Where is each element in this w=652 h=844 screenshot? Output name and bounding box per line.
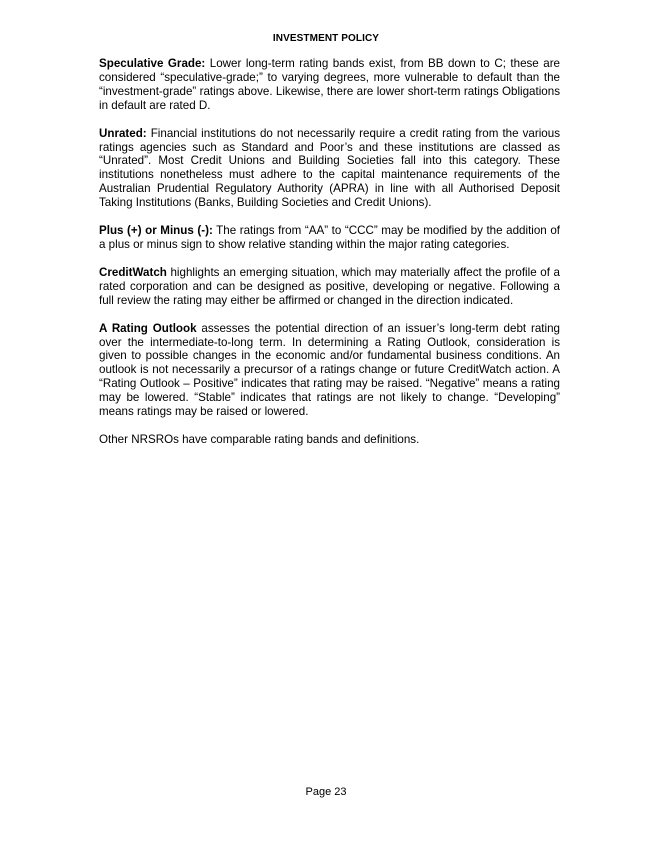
paragraph-plus-minus xyxy=(99,224,560,252)
paragraph-rating-outlook xyxy=(99,322,560,419)
page-header: INVESTMENT POLICY xyxy=(272,33,380,44)
definition-rating-outlook: assesses the potential direction of an issuer’s long-term debt rating over the intermediate-to-long term. In determining a Rating Outlook, consideration is given to possible changes in the economic and/or fundamental business conditions. An outlook is not necessarily a precursor of a ratings change or future CreditWatch action. A “Rating Outlook – Positive” indicates that rating may be raised. “Negative” means a rating may be lowered. “Stable” indicates that ratings are not likely to change. “Developing” means ratings may be raised or lowered. xyxy=(99,321,560,419)
paragraph-speculative-grade xyxy=(99,57,560,113)
page-number: Page 23 xyxy=(305,786,347,798)
paragraph-unrated xyxy=(99,127,560,210)
definition-unrated: Financial institutions do not necessarily require a credit rating from the various ratings agencies such as Standard and Poor’s and these institutions are classed as “Unrated”. Most Credit Unions and Building Societies fall into this category. These institutions nonetheless must adhere to the capital maintenance requirements of the Australian Prudential Regulatory Authority (APRA) in line with all Authorised Deposit Taking Institutions (Banks, Building Societies and Credit Unions). xyxy=(99,126,560,210)
paragraph-closing: Other NRSROs have comparable rating bands and definitions. xyxy=(99,432,420,446)
term-unrated: Unrated: xyxy=(99,126,147,140)
definition-speculative-grade: Lower long-term rating bands exist, from BB down to C; these are considered “speculative-grade;” to varying degrees, more vulnerable to default than the “investment-grade” ratings above. Likewise, there are lower short-term ratings Obligations in default are rated D. xyxy=(99,57,560,112)
term-creditwatch: CreditWatch xyxy=(99,265,167,279)
paragraph-creditwatch xyxy=(99,266,560,308)
document-body xyxy=(99,57,560,461)
term-rating-outlook: A Rating Outlook xyxy=(99,321,197,335)
definition-plus-minus: The ratings from “AA” to “CCC” may be modified by the addition of a plus or minus sign to show relative standing within the major rating categories. xyxy=(99,224,560,251)
term-speculative-grade: Speculative Grade: xyxy=(99,57,206,70)
definition-creditwatch: highlights an emerging situation, which may materially affect the profile of a rated corporation and can be designed as positive, developing or negative. Following a full review the rating may either be affirmed or changed in the direction indicated. xyxy=(99,265,560,307)
term-plus-minus: Plus (+) or Minus (-): xyxy=(99,224,213,238)
